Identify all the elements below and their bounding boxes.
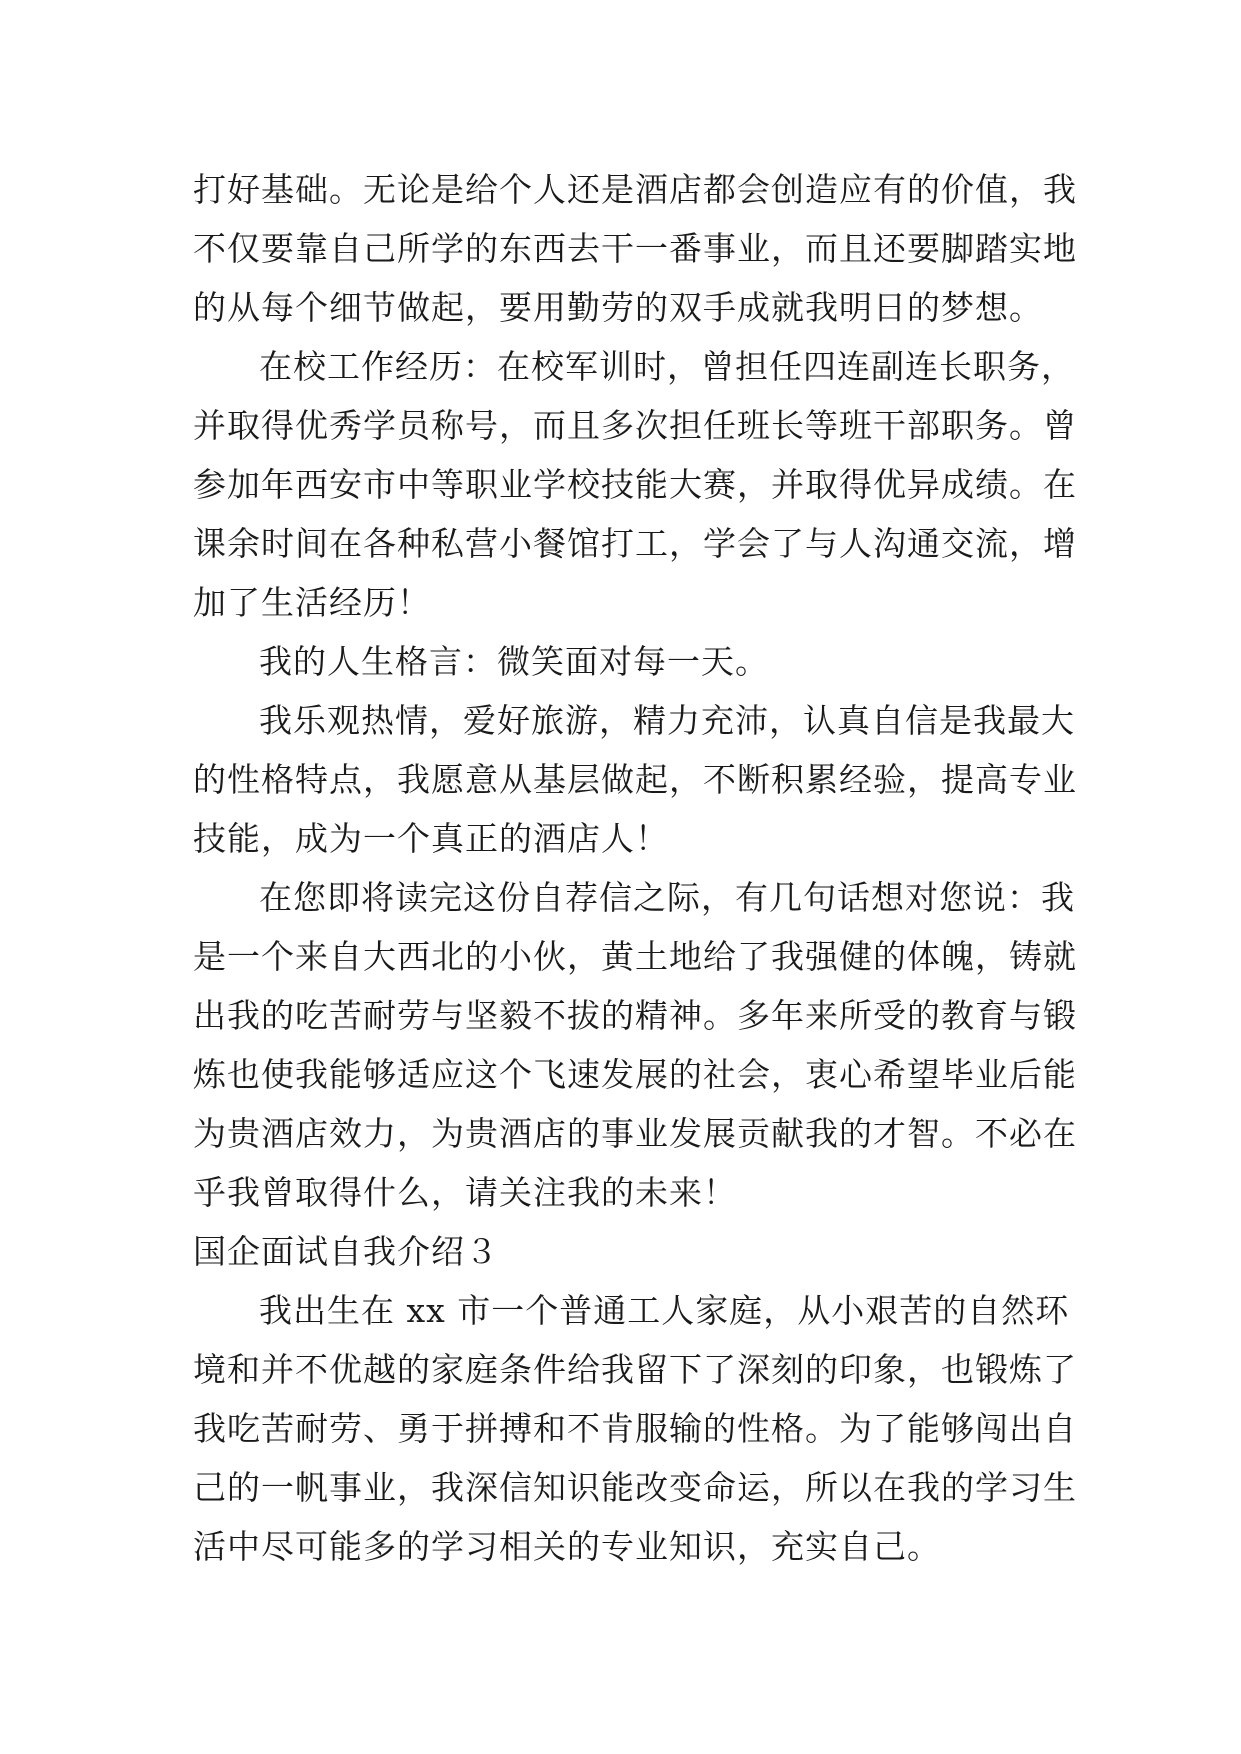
body-line: 技能，成为一个真正的酒店人！ xyxy=(193,819,669,858)
body-line: 为贵酒店效力，为贵酒店的事业发展贡献我的才智。不必在 xyxy=(193,1114,1077,1153)
body-line: 课余时间在各种私营小餐馆打工，学会了与人沟通交流，增 xyxy=(193,524,1077,563)
body-line: 的从每个细节做起，要用勤劳的双手成就我明日的梦想。 xyxy=(193,288,1043,327)
body-line: 打好基础。无论是给个人还是酒店都会创造应有的价值，我 xyxy=(193,170,1077,209)
paragraph-first-line: 在您即将读完这份自荐信之际，有几句话想对您说：我 xyxy=(259,878,1075,917)
body-line: 境和并不优越的家庭条件给我留下了深刻的印象，也锻炼了 xyxy=(193,1350,1077,1389)
body-line: 乎我曾取得什么，请关注我的未来！ xyxy=(193,1173,737,1212)
body-line: 出我的吃苦耐劳与坚毅不拔的精神。多年来所受的教育与锻 xyxy=(193,996,1077,1035)
body-line: 不仅要靠自己所学的东西去干一番事业，而且还要脚踏实地 xyxy=(193,229,1077,268)
body-line: 加了生活经历！ xyxy=(193,583,431,622)
body-line: 并取得优秀学员称号，而且多次担任班长等班干部职务。曾 xyxy=(193,406,1077,445)
paragraph-first-line: 在校工作经历：在校军训时，曾担任四连副连长职务， xyxy=(259,347,1075,386)
paragraph-first-line: 我乐观热情，爱好旅游，精力充沛，认真自信是我最大 xyxy=(259,701,1075,740)
body-line: 炼也使我能够适应这个飞速发展的社会，衷心希望毕业后能 xyxy=(193,1055,1077,1094)
paragraph-first-line: 我的人生格言：微笑面对每一天。 xyxy=(259,642,769,681)
body-line: 我吃苦耐劳、勇于拼搏和不肯服输的性格。为了能够闯出自 xyxy=(193,1409,1077,1448)
body-line: 己的一帆事业，我深信知识能改变命运，所以在我的学习生 xyxy=(193,1468,1077,1507)
document-body xyxy=(193,160,1077,1576)
paragraph-first-line: 我出生在 xx 市一个普通工人家庭，从小艰苦的自然环 xyxy=(259,1291,1070,1330)
body-line: 是一个来自大西北的小伙，黄土地给了我强健的体魄，铸就 xyxy=(193,937,1077,976)
section-heading: 国企面试自我介绍３ xyxy=(193,1232,499,1271)
body-line: 的性格特点，我愿意从基层做起，不断积累经验，提高专业 xyxy=(193,760,1077,799)
body-line: 参加年西安市中等职业学校技能大赛，并取得优异成绩。在 xyxy=(193,465,1077,504)
body-line: 活中尽可能多的学习相关的专业知识，充实自己。 xyxy=(193,1527,941,1566)
